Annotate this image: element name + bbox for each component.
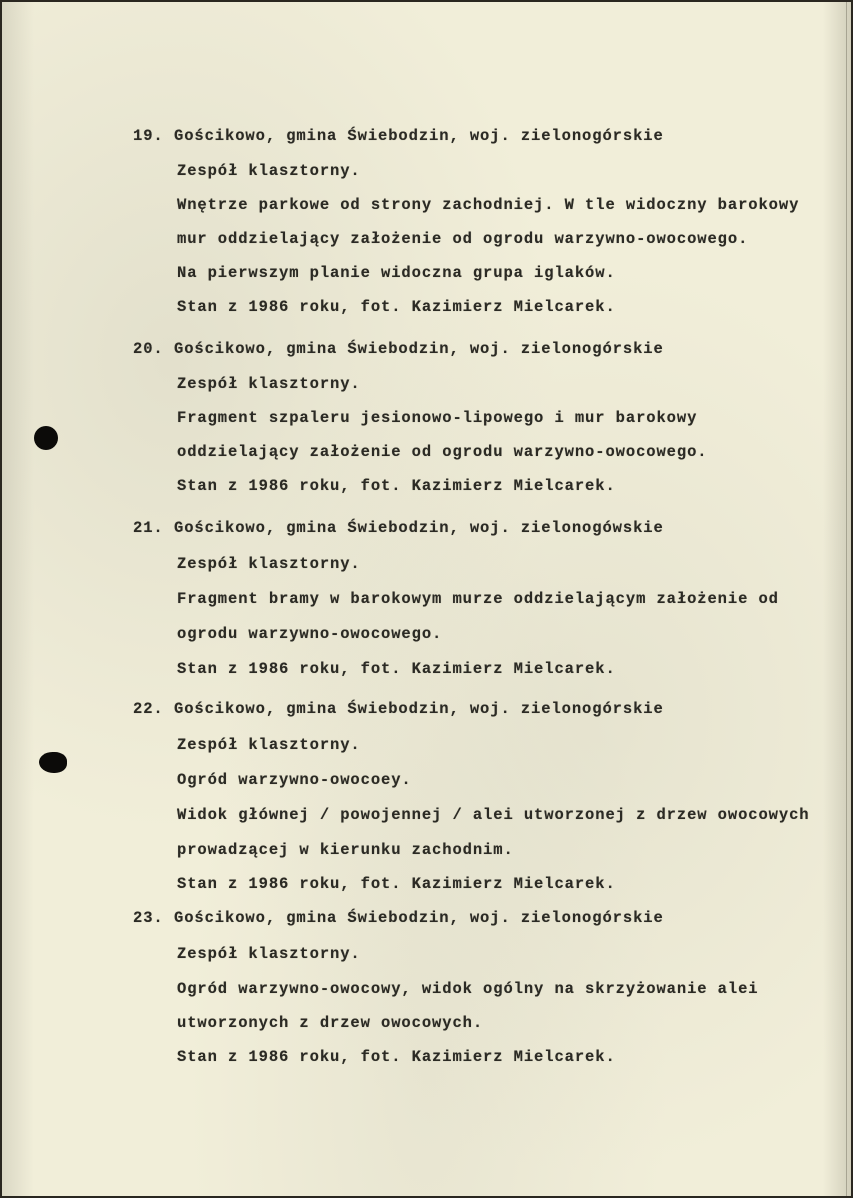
entry-line: Stan z 1986 roku, fot. Kazimierz Mielcarek. [177, 660, 616, 678]
entry-location: Gościkowo, gmina Świebodzin, woj. zielonogórskie [174, 127, 664, 145]
entry-line: Ogród warzywno-owocoey. [177, 771, 412, 789]
entry-line: Stan z 1986 roku, fot. Kazimierz Mielcarek. [177, 875, 616, 893]
entry-line: Ogród warzywno-owocowy, widok ogólny na skrzyżowanie alei [177, 980, 759, 998]
entry-line: Zespół klasztorny. [177, 555, 361, 573]
punch-hole-icon [39, 752, 67, 773]
entry-number: 21. [133, 519, 164, 537]
entry-line: Zespół klasztorny. [177, 162, 361, 180]
entry-line: Stan z 1986 roku, fot. Kazimierz Mielcarek. [177, 1048, 616, 1066]
entry-line: Na pierwszym planie widoczna grupa iglaków. [177, 264, 616, 282]
entry-line: Zespół klasztorny. [177, 945, 361, 963]
entry-line: oddzielający założenie od ogrodu warzywno-owocowego. [177, 443, 708, 461]
entry-line: Fragment szpaleru jesionowo-lipowego i mur barokowy [177, 409, 698, 427]
binding-margin-shadow [2, 2, 34, 1196]
entry-location: Gościkowo, gmina Świebodzin, woj. zielonogórskie [174, 700, 664, 718]
document-page [2, 2, 851, 1196]
entry-number: 22. [133, 700, 164, 718]
entry-location: Gościkowo, gmina Świebodzin, woj. zielonogórskie [174, 909, 664, 927]
entry-line: Wnętrze parkowe od strony zachodniej. W tle widoczny barokowy [177, 196, 800, 214]
entry-number: 23. [133, 909, 164, 927]
punch-hole-icon [34, 426, 58, 450]
entry-line: Stan z 1986 roku, fot. Kazimierz Mielcarek. [177, 298, 616, 316]
entry-line: Zespół klasztorny. [177, 736, 361, 754]
entry-line: utworzonych z drzew owocowych. [177, 1014, 484, 1032]
entry-location: Gościkowo, gmina Świebodzin, woj. zielonogórskie [174, 340, 664, 358]
page-edge-line [846, 2, 847, 1196]
entry-line: prowadzącej w kierunku zachodnim. [177, 841, 514, 859]
entry-line: Stan z 1986 roku, fot. Kazimierz Mielcarek. [177, 477, 616, 495]
entry-number: 19. [133, 127, 164, 145]
entry-line: mur oddzielający założenie od ogrodu warzywno-owocowego. [177, 230, 749, 248]
entry-location: Gościkowo, gmina Świebodzin, woj. zielonogówskie [174, 519, 664, 537]
entry-line: Zespół klasztorny. [177, 375, 361, 393]
entry-number: 20. [133, 340, 164, 358]
entry-line: Widok głównej / powojennej / alei utworzonej z drzew owocowych [177, 806, 810, 824]
entry-line: Fragment bramy w barokowym murze oddzielającym założenie od [177, 590, 779, 608]
entry-line: ogrodu warzywno-owocowego. [177, 625, 443, 643]
